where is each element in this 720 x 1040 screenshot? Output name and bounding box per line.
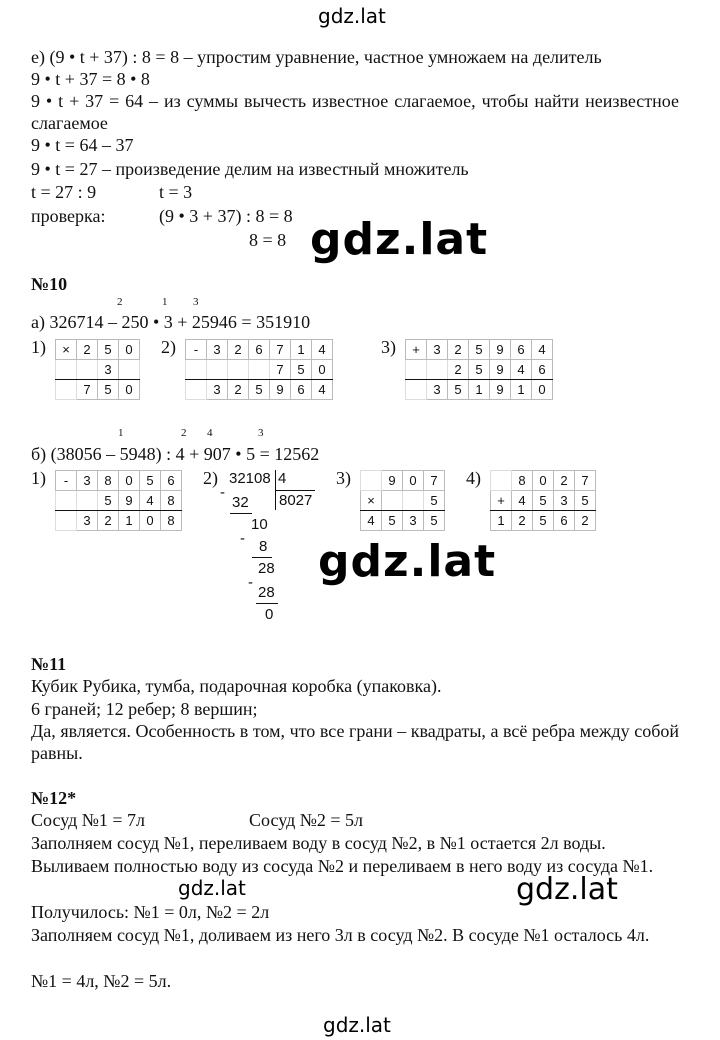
column-multiplication-a1: × 2 5 0 3 7 5 0 <box>55 339 140 400</box>
watermark-bottom: gdz.lat <box>323 1013 391 1037</box>
column-addition-b4: 8 0 2 7 + 4 5 3 5 1 2 5 6 2 <box>490 470 596 531</box>
eq-e-line6b: t = 3 <box>159 182 193 202</box>
order-mark: 1 <box>162 296 168 308</box>
task-10-title: №10 <box>31 274 68 294</box>
task-12-title: №12* <box>31 788 77 808</box>
check-result: 8 = 8 <box>249 230 287 250</box>
eq-e-line5: 9 • t = 27 – произведение делим на известный множитель <box>31 159 469 179</box>
task-11-line2: 6 граней; 12 ребер; 8 вершин; <box>31 699 258 719</box>
minus-sign: - <box>220 484 225 501</box>
column-subtraction-a2: - 3 2 6 7 1 4 7 5 0 3 2 5 9 6 4 <box>185 339 333 400</box>
step-label: 4) <box>466 468 481 488</box>
task-12-line4: Получилось: №1 = 0л, №2 = 2л <box>31 902 270 922</box>
subtrahend-3: 28 <box>258 584 275 601</box>
check-label: проверка: <box>31 206 106 226</box>
operator: × <box>361 491 382 511</box>
watermark-top: gdz.lat <box>318 4 386 28</box>
order-mark: 2 <box>181 427 187 439</box>
operator: - <box>186 340 207 360</box>
operator: + <box>406 340 427 360</box>
step-label: 3) <box>336 468 351 488</box>
task-10b-expression: б) (38056 – 5948) : 4 + 907 • 5 = 12562 <box>31 444 320 464</box>
quotient: 8027 <box>279 492 313 509</box>
check-expression: (9 • 3 + 37) : 8 = 8 <box>159 206 293 226</box>
task-11-line1: Кубик Рубика, тумба, подарочная коробка (упаковка). <box>31 676 442 696</box>
eq-e-line1: е) (9 • t + 37) : 8 = 8 – упростим уравнение, частное умножаем на делитель <box>31 47 602 67</box>
step-label: 1) <box>31 468 46 488</box>
watermark-inline: gdz.lat <box>178 876 246 900</box>
division-underline <box>252 557 272 558</box>
remainder-final: 0 <box>265 606 274 623</box>
step-label: 1) <box>31 337 46 357</box>
subtrahend-1: 32 <box>232 494 249 511</box>
task-12-line3: Выливаем полностью воду из сосуда №2 и переливаем в него воду из сосуда №1. <box>31 856 654 876</box>
remainder-2: 28 <box>258 560 275 577</box>
vessel-1: Сосуд №1 = 7л <box>31 810 146 830</box>
column-addition-a3: + 3 2 5 9 6 4 2 5 9 4 6 3 5 1 9 1 0 <box>405 339 553 400</box>
divisor: 4 <box>278 470 287 487</box>
task-10a-expression: а) 326714 – 250 • 3 + 25946 = 351910 <box>31 312 311 332</box>
task-12-line6: №1 = 4л, №2 = 5л. <box>31 971 172 991</box>
minus-sign: - <box>240 530 245 547</box>
task-12-line2: Заполняем сосуд №1, переливаем воду в сосуд №2, в №1 остается 2л воды. <box>31 833 606 853</box>
step-label: 3) <box>381 337 396 357</box>
division-horizontal-line <box>275 490 315 491</box>
remainder-1: 10 <box>251 516 268 533</box>
task-11-line3: Да, является. Особенность в том, что все грани – квадраты, а всё ребра между собой равны. <box>31 721 679 763</box>
step-label: 2) <box>203 468 218 488</box>
eq-e-line3: 9 • t + 37 = 64 – из суммы вычесть известное слагаемое, чтобы найти неизвестное слагаемое <box>31 91 679 133</box>
task-11-title: №11 <box>31 654 67 674</box>
column-multiplication-b3: 9 0 7 × 5 4 5 3 5 <box>360 470 445 531</box>
column-subtraction-b1: - 3 8 0 5 6 5 9 4 8 3 2 1 0 8 <box>55 470 182 531</box>
eq-e-line2: 9 • t + 37 = 8 • 8 <box>31 69 150 89</box>
watermark-center-1: gdz.lat <box>310 214 489 265</box>
subtrahend-2: 8 <box>259 538 268 555</box>
operator: - <box>56 471 77 491</box>
step-label: 2) <box>161 337 176 357</box>
order-mark: 3 <box>258 427 264 439</box>
vessel-2: Сосуд №2 = 5л <box>249 810 364 830</box>
watermark-right: gdz.lat <box>512 872 622 907</box>
eq-e-line4: 9 • t = 64 – 37 <box>31 135 134 155</box>
operator: + <box>491 491 512 511</box>
order-mark: 3 <box>193 296 199 308</box>
order-mark: 2 <box>117 296 123 308</box>
minus-sign: - <box>248 574 253 591</box>
eq-e-line6a: t = 27 : 9 <box>31 182 97 202</box>
order-mark: 4 <box>207 427 213 439</box>
division-underline <box>256 603 278 604</box>
operator: × <box>56 340 77 360</box>
task-12-line5: Заполняем сосуд №1, доливаем из него 3л в сосуд №2. В сосуде №1 осталось 4л. <box>31 925 650 945</box>
watermark-center-2: gdz.lat <box>318 536 497 587</box>
order-mark: 1 <box>118 427 124 439</box>
division-underline <box>230 513 252 514</box>
dividend: 32108 <box>229 470 271 487</box>
